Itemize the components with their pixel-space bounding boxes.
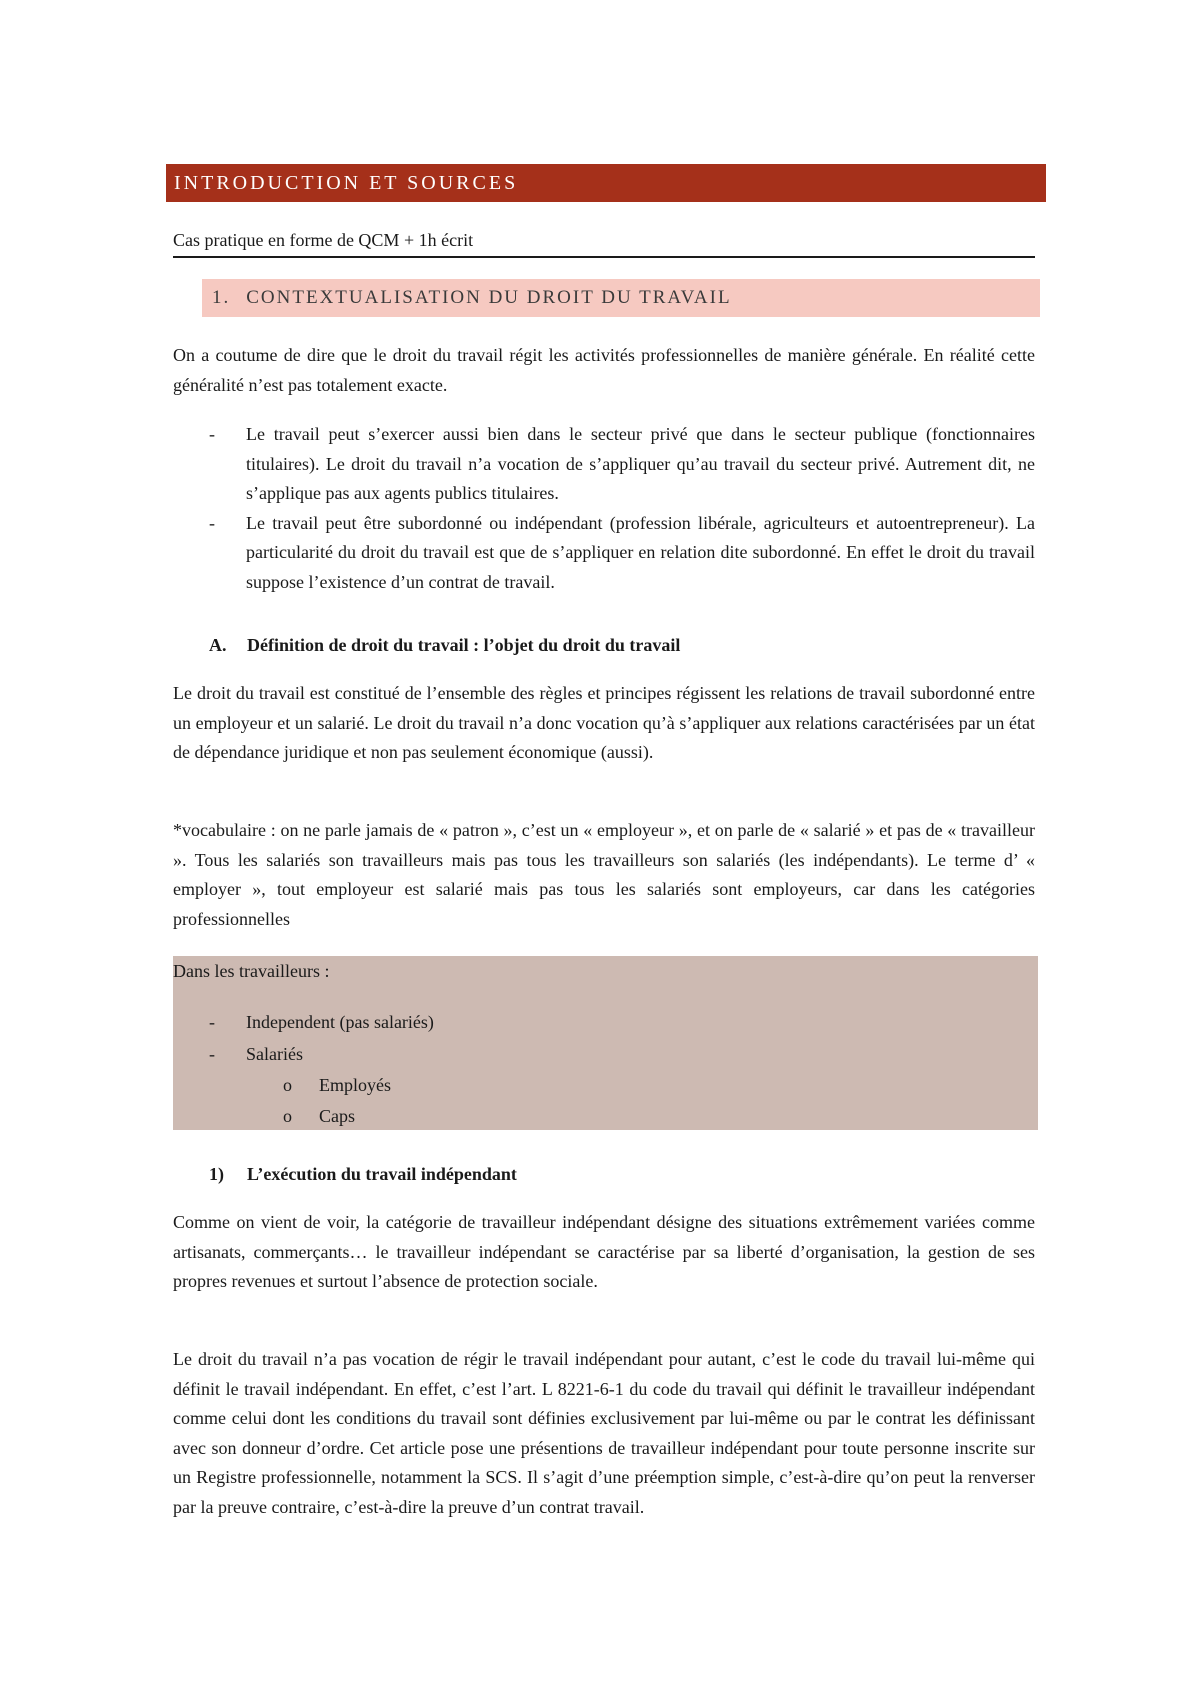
list-item-text: Independent (pas salariés): [246, 1012, 434, 1032]
bullet-dash: -: [209, 1044, 215, 1064]
bullet-dash: -: [209, 1012, 215, 1032]
section-a-heading: [209, 633, 680, 657]
list-item-text: Salariés: [246, 1044, 303, 1064]
exam-format-note: Cas pratique en forme de QCM + 1h écrit: [173, 228, 1035, 258]
section-1-intro: On a coutume de dire que le droit du travail régit les activités professionnelles de manière générale. En réalité cette généralité n’est pas totalement exacte.: [173, 345, 1035, 395]
section-1a-paragraph-1: Comme on vient de voir, la catégorie de travailleur indépendant désigne des situations extrêmement variées comme artisanats, commerçants… le travailleur indépendant se caractérise par sa liberté d’organisation, la gestion de ses propres revenues et surtout l’absence de protection sociale.: [173, 1212, 1035, 1291]
bullet-dash: -: [209, 424, 215, 444]
section-1-heading: [202, 279, 1040, 317]
worker-categories-box: [173, 956, 1038, 1130]
list-item: [173, 509, 1035, 598]
sub-bullet-mark: o: [283, 1106, 292, 1126]
section-1-bullet-list: [173, 420, 1035, 597]
section-a-paragraph-1: Le droit du travail est constitué de l’ensemble des règles et principes régissent les relations de travail subordonné entre un employeur et un salarié. Le droit du travail n’a donc vocation qu’à s’appliquer aux relations caractérisées par un état de dépendance juridique et non pas seulement économique (aussi).: [173, 683, 1035, 762]
list-item-text: Le travail peut être subordonné ou indépendant (profession libérale, agriculteurs et autoentrepreneur). La particularité du droit du travail est que de s’appliquer en relation dite subordonné. En effet le droit du travail suppose l’existence d’un contrat de travail.: [246, 512, 1035, 592]
sub-list-item-text: Caps: [319, 1106, 355, 1126]
box-intro: Dans les travailleurs :: [173, 961, 330, 981]
list-item-text: Le travail peut s’exercer aussi bien dans le secteur privé que dans le secteur publique (fonctionnaires titulaires). Le droit du travail n’a vocation de s’appliquer qu’au travail du secteur privé. Autrement dit, ne s’applique pas aux agents publics titulaires.: [246, 424, 1035, 503]
section-a-mark: A.: [209, 635, 227, 655]
section-1a-title: L’exécution du travail indépendant: [247, 1164, 517, 1184]
section-1a-paragraph-2: Le droit du travail n’a pas vocation de régir le travail indépendant pour autant, c’est le code du travail lui-même qui définit le travail indépendant. En effet, c’est l’art. L 8221-6-1 du code du travail qui définit le travailleur indépendant comme celui dont les conditions du travail sont définies exclusivement par lui-même ou par le contrat les définissant avec son donneur d’ordre. Cet article pose une présentions de travailleur indépendant pour toute personne inscrite sur un Registre professionnelle, notamment la SCS. Il s’agit d’une préemption simple, c’est-à-dire qu’on peut la renverser par la preuve contraire, c’est-à-dire la preuve d’un contrat travail.: [173, 1349, 1035, 1517]
section-1a-mark: 1): [209, 1164, 224, 1184]
list-item: [173, 420, 1035, 509]
sub-list-item-text: Employés: [319, 1075, 391, 1095]
document-title: INTRODUCTION ET SOURCES: [166, 164, 1046, 202]
bullet-dash: -: [209, 512, 215, 533]
section-1a-heading: [209, 1162, 517, 1186]
section-a-title: Définition de droit du travail : l’objet du droit du travail: [247, 635, 681, 655]
section-1-title: CONTEXTUALISATION DU DROIT DU TRAVAIL: [246, 287, 732, 308]
section-a-vocabulary-note: *vocabulaire : on ne parle jamais de « patron », c’est un « employeur », et on parle de « salarié » et pas de « travailleur ». Tous les salariés son travailleurs mais pas tous les travailleurs son salariés (les indépendants). Le terme d’ « employer », tout employeur est salarié mais pas tous les salariés sont employeurs, car dans les catégories professionnelles: [173, 820, 1035, 929]
sub-bullet-mark: o: [283, 1075, 292, 1095]
section-1-number: 1.: [212, 287, 231, 308]
